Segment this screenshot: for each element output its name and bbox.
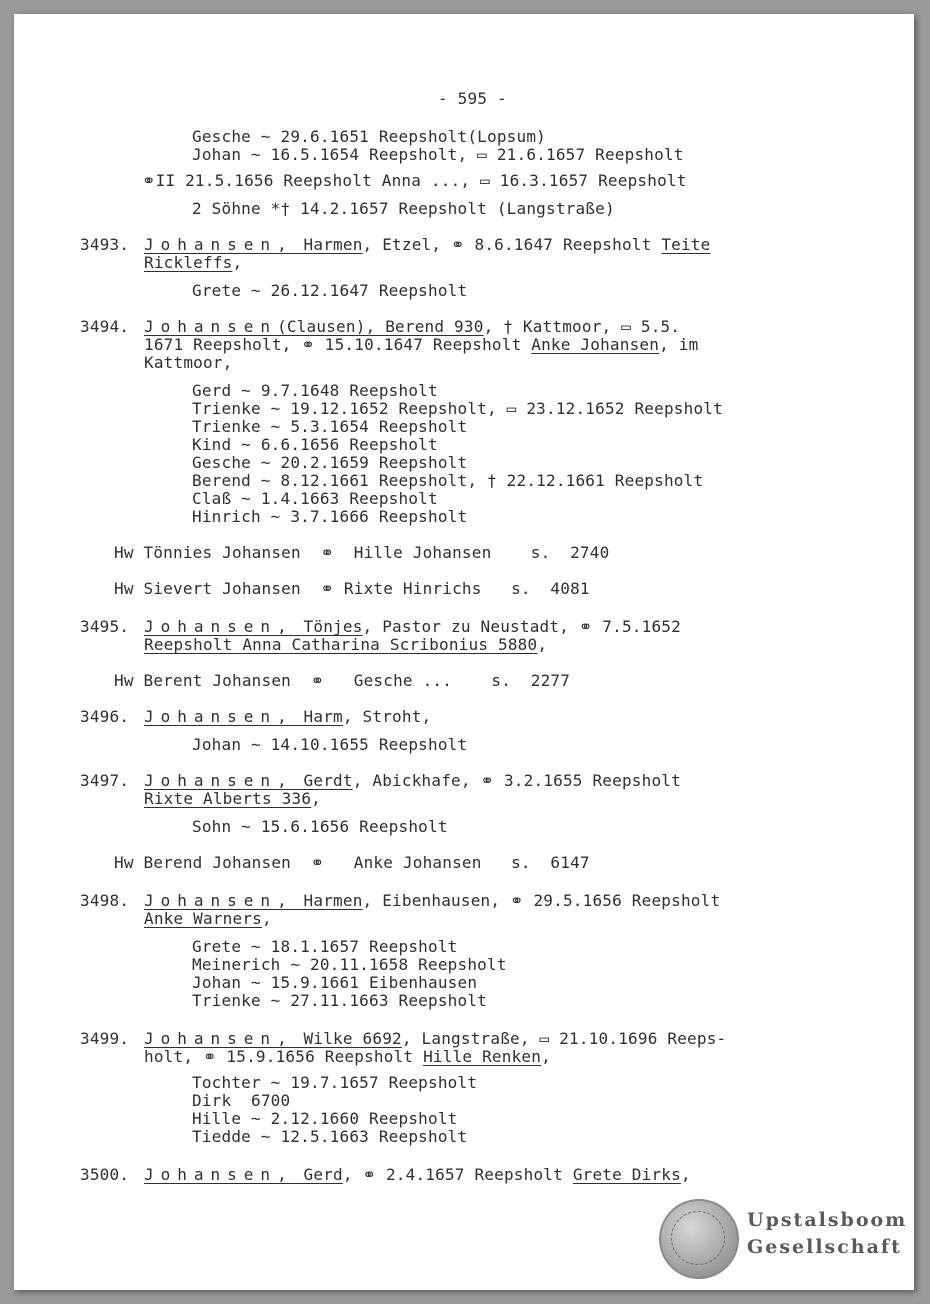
entry-heading: Johansen, Gerd, ⚭ 2.4.1657 Reepsholt Grete Dirks,	[144, 1165, 691, 1184]
child-line: Grete ~ 26.12.1647 Reepsholt	[192, 281, 468, 300]
logo-line-2: Gesellschaft	[747, 1236, 902, 1258]
surname: Johansen, Gerd	[144, 1165, 343, 1184]
spouse-name: Grete Dirks	[572, 1165, 681, 1184]
child-line: Trienke ~ 27.11.1663 Reepsholt	[192, 991, 487, 1010]
logo-line-1: Upstalsboom	[747, 1209, 908, 1231]
child-line: Tiedde ~ 12.5.1663 Reepsholt	[192, 1127, 468, 1146]
child-line: Meinerich ~ 20.11.1658 Reepsholt	[192, 955, 507, 974]
child-line: Kind ~ 6.6.1656 Reepsholt	[192, 435, 438, 454]
child-line: Hille ~ 2.12.1660 Reepsholt	[192, 1109, 458, 1128]
entry-heading: Johansen, Gerdt, Abickhafe, ⚭ 3.2.1655 Reepsholt	[144, 771, 681, 790]
surname: Johansen(Clausen), Berend 930	[144, 317, 484, 336]
child-line: Hinrich ~ 3.7.1666 Reepsholt	[192, 507, 468, 526]
document-page	[14, 14, 914, 1290]
hw-line: Hw Berent Johansen ⚭ Gesche ... s. 2277	[114, 671, 571, 690]
entry-number: 3500.	[80, 1165, 130, 1184]
entry-heading-continued: 1671 Reepsholt, ⚭ 15.10.1647 Reepsholt Anke Johansen, im	[144, 335, 699, 354]
entry-number: 3495.	[80, 617, 130, 636]
entry-number: 3499.	[80, 1029, 130, 1048]
surname: Johansen, Harm	[144, 707, 343, 726]
spouse-name: Rixte Alberts 336	[144, 789, 312, 808]
child-line: 2 Söhne *† 14.2.1657 Reepsholt (Langstraße)	[192, 199, 615, 218]
entry-heading-continued: Rickleffs,	[144, 253, 243, 272]
spouse-name: Teite	[661, 235, 711, 254]
child-line: Johan ~ 16.5.1654 Reepsholt, ▭ 21.6.1657 Reepsholt	[192, 145, 684, 164]
entry-heading-continued: Rixte Alberts 336,	[144, 789, 322, 808]
entry-heading: Johansen, Harmen, Etzel, ⚭ 8.6.1647 Reepsholt Teite	[144, 235, 711, 254]
entry-number: 3497.	[80, 771, 130, 790]
child-line: Trienke ~ 5.3.1654 Reepsholt	[192, 417, 468, 436]
child-line: Grete ~ 18.1.1657 Reepsholt	[192, 937, 458, 956]
spouse-name: Anke Johansen	[531, 335, 660, 354]
entry-heading-continued: Reepsholt Anna Catharina Scribonius 5880,	[144, 635, 548, 654]
surname: Johansen, Gerdt	[144, 771, 353, 790]
entry-heading-continued: Kattmoor,	[144, 353, 233, 372]
entry-heading-continued: Anke Warners,	[144, 909, 272, 928]
society-seal-icon	[659, 1199, 739, 1279]
entry-heading: Johansen, Tönjes, Pastor zu Neustadt, ⚭ 7.5.1652	[144, 617, 681, 636]
spouse-name: Rickleffs	[144, 253, 233, 272]
child-line: Trienke ~ 19.12.1652 Reepsholt, ▭ 23.12.1652 Reepsholt	[192, 399, 723, 418]
child-line: Johan ~ 15.9.1661 Eibenhausen	[192, 973, 478, 992]
entry-heading: Johansen, Wilke 6692, Langstraße, ▭ 21.10.1696 Reeps-	[144, 1029, 727, 1048]
child-line: Gesche ~ 29.6.1651 Reepsholt(Lopsum)	[192, 127, 546, 146]
hw-line: Hw Tönnies Johansen ⚭ Hille Johansen s. 2740	[114, 543, 610, 562]
spouse-name: Anke Warners	[144, 909, 262, 928]
entry-heading: Johansen, Harm, Stroht,	[144, 707, 432, 726]
hw-line: Hw Berend Johansen ⚭ Anke Johansen s. 6147	[114, 853, 590, 872]
child-line: Sohn ~ 15.6.1656 Reepsholt	[192, 817, 448, 836]
child-line: Dirk 6700	[192, 1091, 291, 1110]
child-line: Tochter ~ 19.7.1657 Reepsholt	[192, 1073, 478, 1092]
child-line: Claß ~ 1.4.1663 Reepsholt	[192, 489, 438, 508]
publisher-logo	[659, 1199, 908, 1279]
page-number: - 595 -	[438, 89, 507, 108]
surname: Johansen, Harmen	[144, 891, 363, 910]
marriage-line: ⚭II 21.5.1656 Reepsholt Anna ..., ▭ 16.3.1657 Reepsholt	[142, 171, 687, 190]
entry-heading: Johansen(Clausen), Berend 930, † Kattmoor, ▭ 5.5.	[144, 317, 681, 336]
spouse-name: Reepsholt Anna Catharina Scribonius 5880	[144, 635, 538, 654]
spouse-name: Hille Renken	[423, 1047, 542, 1066]
child-line: Johan ~ 14.10.1655 Reepsholt	[192, 735, 468, 754]
entry-number: 3493.	[80, 235, 130, 254]
surname: Johansen, Harmen	[144, 235, 363, 254]
child-line: Gesche ~ 20.2.1659 Reepsholt	[192, 453, 468, 472]
child-line: Berend ~ 8.12.1661 Reepsholt, † 22.12.1661 Reepsholt	[192, 471, 704, 490]
entry-number: 3496.	[80, 707, 130, 726]
surname: Johansen, Tönjes	[144, 617, 363, 636]
entry-number: 3494.	[80, 317, 130, 336]
child-line: Gerd ~ 9.7.1648 Reepsholt	[192, 381, 438, 400]
surname: Johansen, Wilke 6692	[144, 1029, 402, 1048]
hw-line: Hw Sievert Johansen ⚭ Rixte Hinrichs s. 4081	[114, 579, 590, 598]
entry-number: 3498.	[80, 891, 130, 910]
entry-heading-continued: holt, ⚭ 15.9.1656 Reepsholt Hille Renken,	[144, 1047, 551, 1066]
entry-heading: Johansen, Harmen, Eibenhausen, ⚭ 29.5.1656 Reepsholt	[144, 891, 721, 910]
